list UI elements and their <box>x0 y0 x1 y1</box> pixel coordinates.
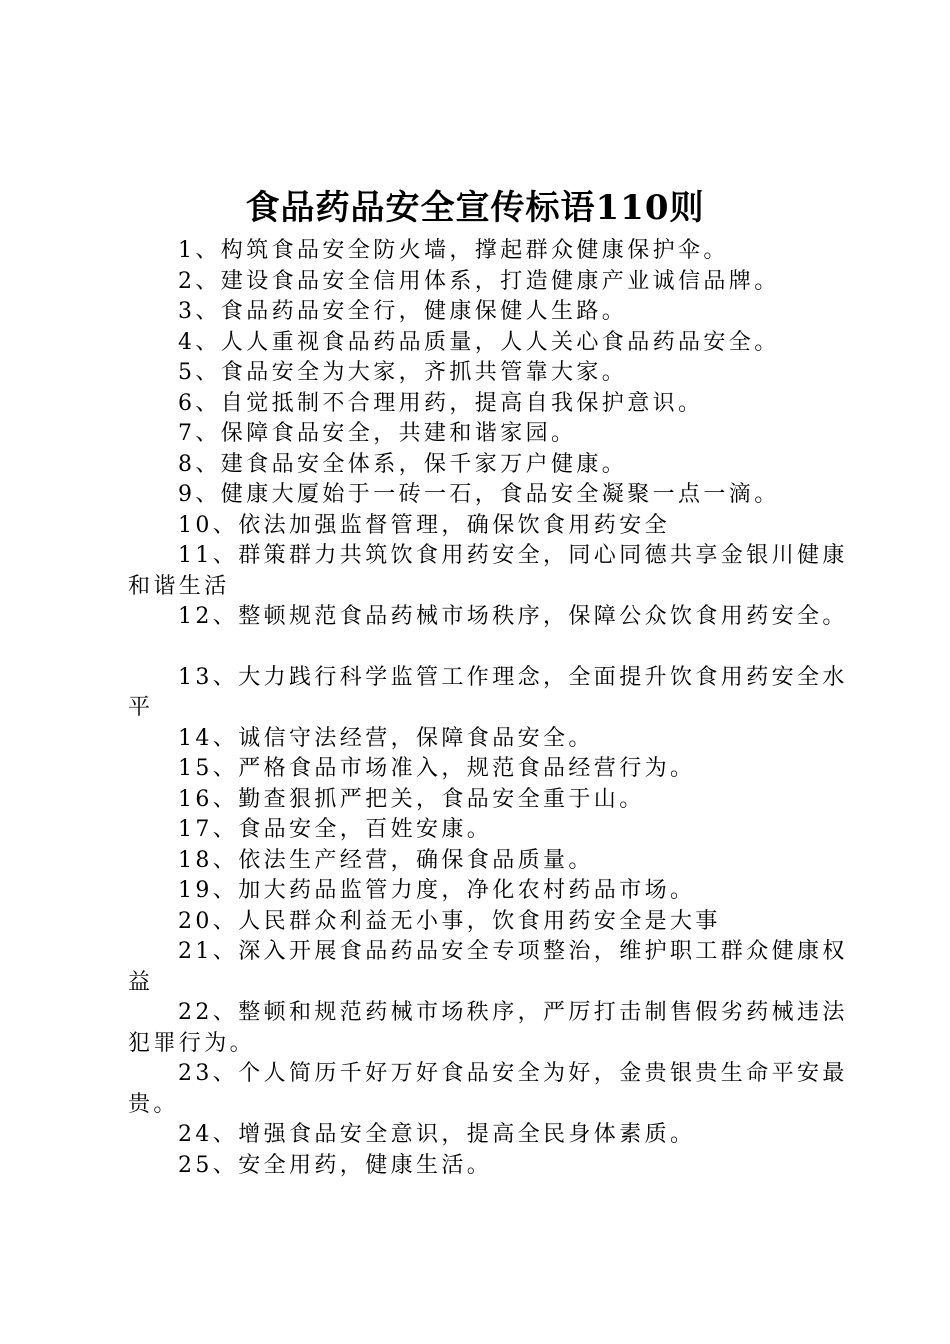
slogan-item-20: 20、人民群众利益无小事，饮食用药安全是大事 <box>178 908 721 934</box>
slogan-item-13: 13、大力践行科学监管工作理念，全面提升饮食用药安全水平 <box>128 664 848 720</box>
slogan-item-1: 1、构筑食品安全防火墙，撑起群众健康保护伞。 <box>178 238 729 263</box>
slogan-item-2: 2、建设食品安全信用体系，打造健康产业诚信品牌。 <box>178 268 780 294</box>
slogan-item-8: 8、建食品安全体系，保千家万户健康。 <box>178 451 628 477</box>
slogan-item-7: 7、保障食品安全，共建和谐家园。 <box>178 421 577 446</box>
slogan-item-12: 12、整顿规范食品药械市场秩序，保障公众饮食用药安全。 <box>178 604 848 629</box>
slogan-item-10: 10、依法加强监督管理，确保饮食用药安全 <box>178 512 670 538</box>
slogan-item-11: 11、群策群力共筑饮食用药安全，同心同德共享金银川健康和谐生活 <box>128 543 848 599</box>
slogan-item-25: 25、安全用药，健康生活。 <box>178 1152 493 1178</box>
slogan-item-24: 24、增强食品安全意识，提高全民身体素质。 <box>178 1122 696 1147</box>
slogan-item-16: 16、勤查狠抓严把关，食品安全重于山。 <box>178 786 645 812</box>
slogan-item-22: 22、整顿和规范药械市场秩序，严厉打击制售假劣药械违法犯罪行为。 <box>128 1000 848 1056</box>
slogan-item-21: 21、深入开展食品药品安全专项整治，维护职工群众健康权益 <box>128 939 848 995</box>
document-title: 食品药品安全宣传标语110则 <box>245 188 705 228</box>
slogan-item-17: 17、食品安全，百姓安康。 <box>178 817 493 842</box>
slogan-list <box>128 236 848 1181</box>
slogan-item-19: 19、加大药品监管力度，净化农村药品市场。 <box>178 878 696 903</box>
slogan-item-15: 15、严格食品市场准入，规范食品经营行为。 <box>178 756 696 781</box>
slogan-item-6: 6、自觉抵制不合理用药，提高自我保护意识。 <box>178 390 704 416</box>
slogan-item-18: 18、依法生产经营，确保食品质量。 <box>178 847 594 873</box>
slogan-item-4: 4、人人重视食品药品质量，人人关心食品药品安全。 <box>178 329 780 355</box>
slogan-item-23: 23、个人简历千好万好食品安全为好，金贵银贵生命平安最贵。 <box>128 1061 848 1117</box>
slogan-item-9: 9、健康大厦始于一砖一石，食品安全凝聚一点一滴。 <box>178 482 780 507</box>
slogan-item-5: 5、食品安全为大家，齐抓共管靠大家。 <box>178 360 628 385</box>
slogan-item-14: 14、诚信守法经营，保障食品安全。 <box>178 725 594 751</box>
slogan-item-3: 3、食品药品安全行，健康保健人生路。 <box>178 299 628 324</box>
